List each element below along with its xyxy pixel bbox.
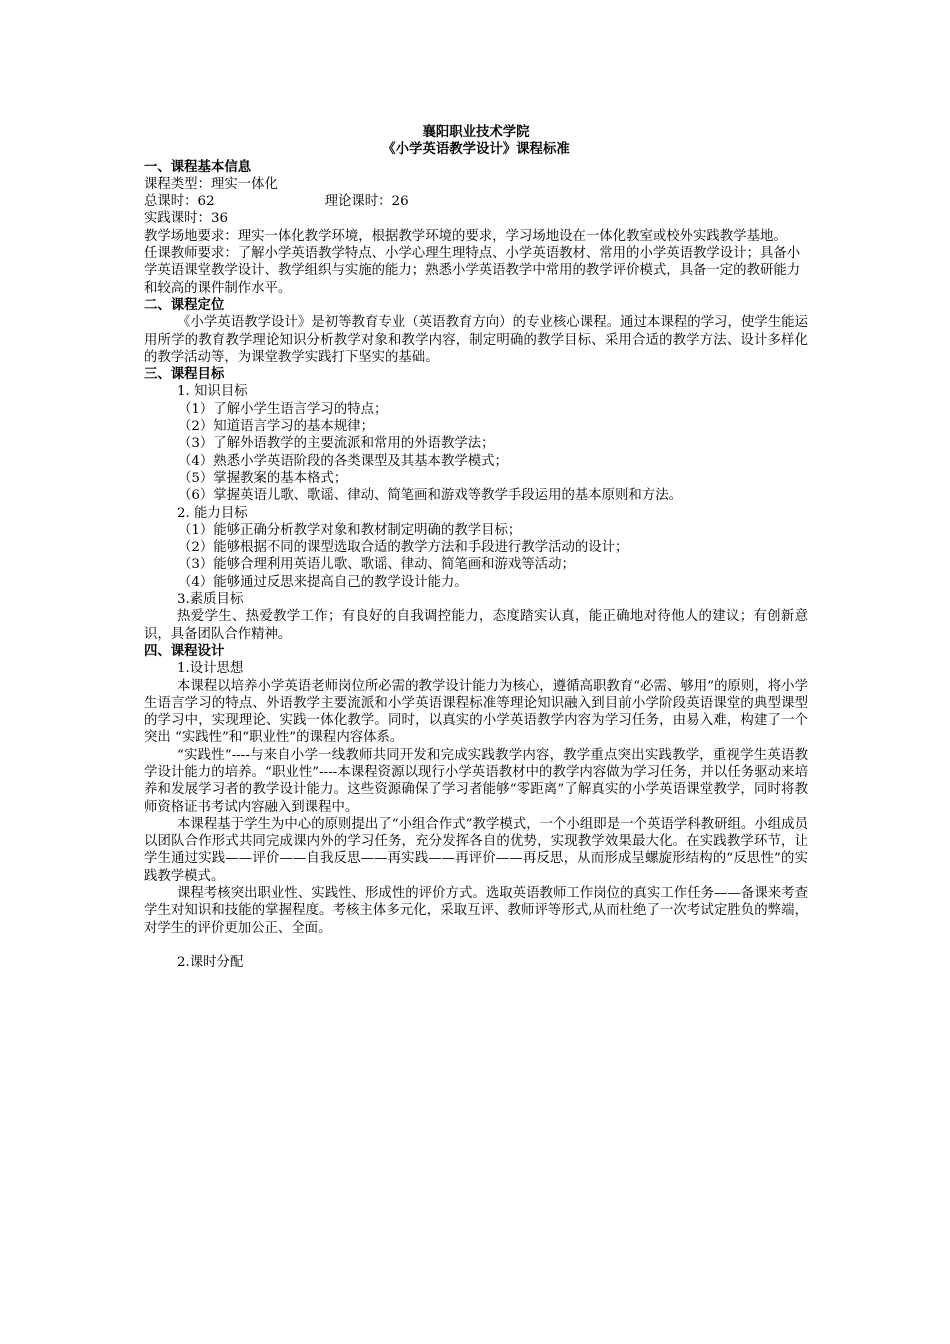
section-2-heading: 二、课程定位: [144, 297, 225, 313]
ability-goal-item: （3）能够合理利用英语儿歌、歌谣、律动、简笔画和游戏等活动；: [178, 557, 575, 573]
section-3-heading: 三、课程目标: [144, 367, 225, 383]
quality-goals-title: 3.素质目标: [177, 592, 244, 608]
knowledge-goals-title: 1. 知识目标: [177, 384, 248, 400]
blank-line: [144, 937, 808, 954]
venue-requirement: 教学场地要求：理实一体化教学环境，根据教学环境的要求，学习场地设在一体化教室或校外实践教学基地。: [144, 228, 787, 244]
course-type: 课程类型：理实一体化: [144, 176, 278, 192]
ability-goal-item: （4）能够通过反思来提高自己的教学设计能力。: [178, 574, 468, 590]
knowledge-goal-item: （4）熟悉小学英语阶段的各类课型及其基本教学模式；: [178, 453, 508, 469]
quality-goals-paragraph: 热爱学生、热爱教学工作；有良好的自我调控能力，态度踏实认真，能正确地对待他人的建议；有创新意识，具备团队合作精神。: [144, 609, 808, 642]
course-positioning-paragraph: 《小学英语教学设计》是初等教育专业（英语教育方向）的专业核心课程。通过本课程的学习，使学生能运用所学的教育教学理论知识分析教学对象和教学内容，制定明确的教学目标、采用合适的教学方法、设计多样化的教学活动等，为课堂教学实践打下坚实的基础。: [144, 315, 808, 365]
ability-goal-item: （2）能够根据不同的课型选取合适的教学方法和手段进行教学活动的设计；: [178, 540, 629, 556]
practice-hours: 实践课时：36: [144, 211, 228, 227]
knowledge-goal-item: （3）了解外语教学的主要流派和常用的外语教学法；: [178, 436, 495, 452]
design-paragraph: 课程考核突出职业性、实践性、形成性的评价方式。选取英语教师工作岗位的真实工作任务——备课来考查学生对知识和技能的掌握程度。考核主体多元化，采取互评、教师评等形式,从而杜绝了一次考试定胜负的弊端，对学生的评价更加公正、全面。: [144, 886, 808, 936]
design-paragraph: 本课程基于学生为中心的原则提出了“小组合作式”教学模式，一个小组即是一个英语学科教研组。小组成员以团队合作形式共同完成课内外的学习任务，充分发挥各自的优势，实现教学效果最大化。在实践教学环节，让学生通过实践——评价——自我反思——再实践——再评价——再反思，从而形成呈螺旋形结构的“反思性”的实践教学模式。: [144, 816, 808, 884]
teacher-requirement: 任课教师要求：了解小学英语教学特点、小学心理生理特点、小学英语教材、常用的小学英语教学设计；具备小学英语课堂教学设计、教学组织与实施的能力；熟悉小学英语教学中常用的教学评价模式，具备一定的教研能力和较高的课件制作水平。: [144, 246, 801, 296]
design-idea-title: 1.设计思想: [177, 661, 244, 677]
knowledge-goal-item: （5）掌握教案的基本格式；: [178, 470, 348, 486]
design-paragraph: 本课程以培养小学英语老师岗位所必需的教学设计能力为核心，遵循高职教育“必需、够用”的原则，将小学生语言学习的特点、外语教学主要流派和小学英语课程标准等理论知识融入到目前小学阶段英语课堂的典型课型的学习中，实现理论、实践一体化教学。同时，以真实的小学英语教学内容为学习任务，由易入难，构建了一个突出 “实践性”和“职业性”的课程内容体系。: [144, 678, 808, 746]
document-page: [144, 124, 808, 971]
design-paragraph: “实践性”----与来自小学一线教师共同开发和完成实践教学内容，教学重点突出实践教学，重视学生英语教学设计能力的培养。“职业性”----本课程资源以现行小学英语教材中的教学内容做为学习任务，并以任务驱动来培养和发展学习者的教学设计能力。这些资源确保了学习者能够“零距离”了解真实的小学英语课堂教学，同时将教师资格证书考试内容融入到课程中。: [144, 747, 808, 815]
knowledge-goal-item: （1）了解小学生语言学习的特点；: [178, 401, 388, 417]
document-title: 《小学英语教学设计》课程标准: [382, 142, 570, 158]
school-name: 襄阳职业技术学院: [422, 125, 530, 140]
section-1-heading: 一、课程基本信息: [144, 159, 252, 175]
ability-goals-title: 2. 能力目标: [177, 505, 248, 521]
theory-hours: 理论课时：26: [324, 194, 409, 210]
knowledge-goal-item: （6）掌握英语儿歌、歌谣、律动、简笔画和游戏等教学手段运用的基本原则和方法。: [178, 488, 682, 504]
ability-goal-item: （1）能够正确分析教学对象和教材制定明确的教学目标；: [178, 522, 522, 538]
hours-allocation-title: 2.课时分配: [177, 954, 244, 970]
hours-row: [144, 193, 808, 210]
section-4-heading: 四、课程设计: [144, 643, 225, 659]
total-hours: 总课时：62: [144, 194, 215, 210]
knowledge-goal-item: （2）知道语言学习的基本规律；: [178, 419, 374, 435]
